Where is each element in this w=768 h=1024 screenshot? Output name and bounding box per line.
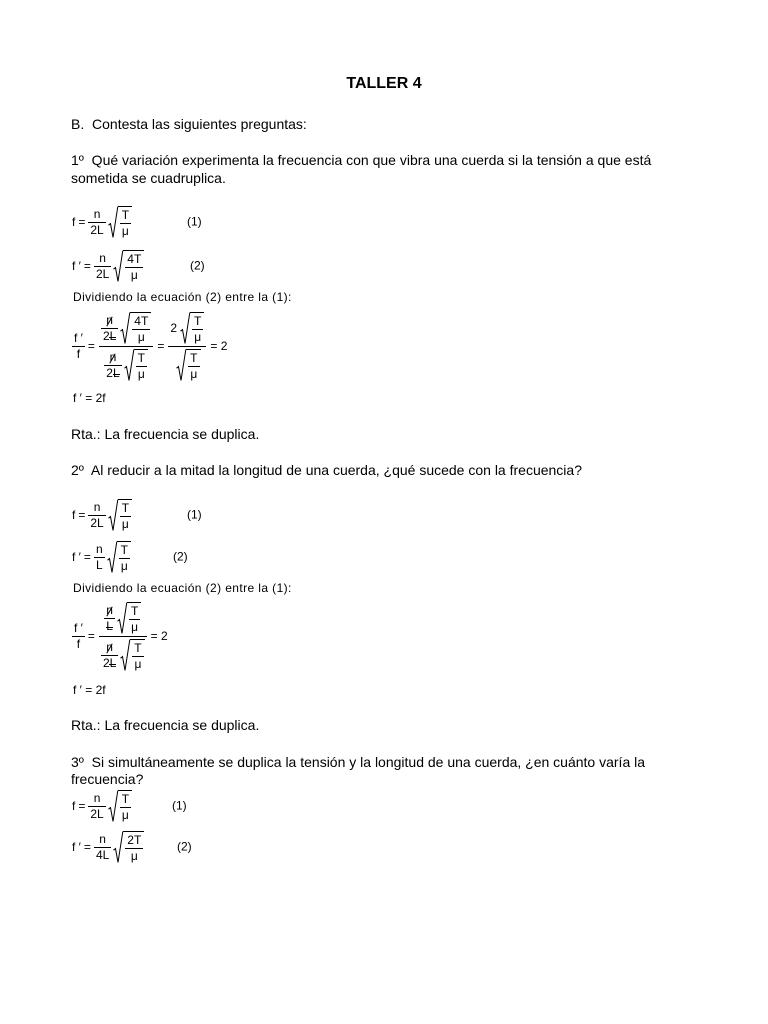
q2-result: f ′ = 2f — [73, 683, 106, 697]
cancelled-fraction — [104, 604, 115, 633]
equals-sign: = — [83, 549, 91, 564]
radicand-denominator: μ — [137, 330, 145, 344]
radical-sign — [107, 541, 117, 573]
radicand-fraction — [129, 605, 140, 634]
fraction — [94, 252, 111, 281]
q1-equation-2 — [72, 250, 205, 282]
square-root — [107, 541, 131, 573]
q3-text-line-2: frecuencia? — [71, 771, 144, 787]
denominator: 2L — [90, 806, 104, 821]
q1-divide-text: Dividiendo la ecuación (2) entre la (1): — [73, 290, 292, 304]
compound-fraction — [99, 312, 153, 381]
radicand-denominator: μ — [120, 559, 128, 573]
q2-text-line-1: 2º Al reducir a la mitad la longitud de una cuerda, ¿qué sucede con la frecuencia? — [71, 462, 582, 478]
radicand — [123, 250, 144, 282]
fraction — [94, 543, 105, 572]
equals-sign: = — [78, 798, 86, 813]
lhs-fraction — [72, 332, 85, 361]
radicand — [186, 349, 200, 381]
q3-equation-2 — [72, 831, 192, 863]
section-instruction: B. Contesta las siguientes preguntas: — [71, 116, 307, 132]
radicand-fraction — [136, 352, 147, 381]
radical-sign — [113, 831, 123, 863]
equation-number: (2) — [173, 549, 188, 564]
lhs-denominator: f — [76, 347, 81, 361]
radicand-denominator: μ — [130, 268, 138, 282]
square-root — [113, 831, 144, 863]
radicand-numerator: T — [121, 792, 130, 806]
radicand-denominator: μ — [194, 330, 202, 344]
numerator: n — [94, 833, 111, 848]
equals-sign: = — [83, 839, 91, 854]
equation-lhs: f ′ — [72, 258, 81, 273]
compound-denominator — [99, 637, 147, 671]
radicand-numerator: T — [137, 351, 145, 365]
denominator: 4L — [95, 847, 110, 862]
equation-lhs: f ′ — [72, 839, 81, 854]
equation-lhs: f ′ — [72, 549, 81, 564]
cancelled-denominator: 2L — [106, 365, 120, 380]
radicand — [130, 312, 151, 344]
q1-result: f ′ = 2f — [73, 391, 106, 405]
radicand-numerator: 4T — [127, 252, 142, 266]
cancelled-fraction — [101, 641, 118, 670]
q1-equation-1 — [72, 206, 202, 238]
q1-ratio-equation — [72, 312, 230, 381]
equals-sign: = — [87, 629, 95, 643]
fraction — [94, 833, 111, 862]
radicand-fraction — [188, 352, 199, 381]
q2-ratio-equation — [72, 602, 171, 671]
radical-sign — [120, 639, 130, 671]
equals-sign: = — [78, 507, 86, 522]
radical-sign — [124, 349, 134, 381]
lhs-numerator: f ′ — [74, 621, 83, 635]
radicand — [118, 499, 132, 531]
square-root — [176, 349, 200, 381]
cancelled-fraction — [101, 314, 118, 343]
final-value: = 2 — [210, 339, 228, 353]
radical-sign — [113, 250, 123, 282]
lhs-fraction — [72, 622, 85, 651]
q1-text-line-2: sometida se cuadruplica. — [71, 170, 226, 186]
radicand-denominator: μ — [130, 849, 138, 863]
radicand-fraction — [132, 642, 143, 671]
radicand-denominator: μ — [131, 620, 139, 634]
radicand-numerator: T — [130, 604, 139, 618]
q2-equation-1 — [72, 499, 202, 531]
radicand-numerator: 2T — [127, 833, 142, 847]
radicand-denominator: μ — [134, 657, 142, 671]
radical-sign — [120, 312, 130, 344]
radicand — [127, 602, 141, 634]
equation-number: (2) — [177, 839, 192, 854]
square-root — [124, 349, 148, 381]
equation-number: (1) — [187, 214, 202, 229]
compound-denominator — [99, 347, 153, 381]
fraction — [88, 208, 105, 237]
q2-divide-text: Dividiendo la ecuación (2) entre la (1): — [73, 581, 292, 595]
radicand-numerator: 4T — [134, 314, 149, 328]
radicand — [134, 349, 148, 381]
radicand-fraction — [120, 793, 131, 822]
square-root — [108, 790, 132, 822]
compound-numerator — [99, 312, 153, 347]
radicand-fraction — [120, 502, 131, 531]
equals-sign: = — [157, 339, 165, 353]
radicand-fraction — [119, 544, 130, 573]
radicand-denominator: μ — [190, 367, 198, 381]
simplified-denominator — [168, 347, 206, 381]
equation-lhs: f — [72, 214, 76, 229]
cancelled-denominator: 2L — [102, 655, 117, 670]
q1-text-line-1: 1º Qué variación experimenta la frecuencia con que vibra una cuerda si la tensión a que está — [71, 152, 652, 168]
equation-number: (2) — [190, 258, 205, 273]
numerator: n — [88, 501, 105, 516]
square-root — [180, 312, 204, 344]
denominator: L — [95, 557, 103, 572]
square-root — [108, 499, 132, 531]
radicand-numerator: T — [120, 543, 128, 557]
radicand-fraction — [125, 253, 143, 282]
numerator: n — [88, 208, 105, 223]
final-value: = 2 — [150, 629, 168, 643]
radical-sign — [108, 790, 118, 822]
radicand — [190, 312, 204, 344]
q1-answer: Rta.: La frecuencia se duplica. — [71, 426, 260, 442]
radicand-denominator: μ — [137, 367, 145, 381]
cancelled-numerator: n — [106, 602, 113, 617]
equation-number: (1) — [172, 798, 187, 813]
radicand-numerator: T — [190, 351, 198, 365]
equation-number: (1) — [187, 507, 202, 522]
simplified-fraction — [168, 312, 206, 381]
cancelled-fraction — [104, 351, 121, 380]
radicand-fraction — [192, 315, 203, 344]
lhs-denominator: f — [76, 637, 81, 651]
radical-sign — [176, 349, 186, 381]
cancelled-numerator: n — [101, 314, 118, 329]
square-root — [120, 639, 144, 671]
radicand-denominator: μ — [121, 517, 129, 531]
cancelled-numerator: n — [104, 351, 121, 366]
compound-fraction — [99, 602, 147, 671]
equation-lhs: f — [72, 798, 76, 813]
q3-text-line-1: 3º Si simultáneamente se duplica la tensión y la longitud de una cuerda, ¿en cuánto varía la — [71, 754, 646, 770]
radicand — [117, 541, 131, 573]
fraction — [88, 501, 105, 530]
radicand-denominator: μ — [121, 224, 129, 238]
cancelled-denominator: L — [106, 618, 113, 633]
radical-sign — [117, 602, 127, 634]
equation-lhs: f — [72, 507, 76, 522]
coefficient: 2 — [170, 320, 178, 335]
radicand — [118, 790, 132, 822]
square-root — [120, 312, 151, 344]
radicand-denominator: μ — [121, 808, 129, 822]
radical-sign — [108, 206, 118, 238]
q3-equation-1 — [72, 790, 187, 822]
equals-sign: = — [78, 214, 86, 229]
radicand — [130, 639, 144, 671]
radicand-numerator: T — [194, 314, 202, 328]
radicand-numerator: T — [121, 208, 130, 222]
fraction — [88, 792, 105, 821]
compound-numerator — [99, 602, 147, 637]
radical-sign — [180, 312, 190, 344]
q2-answer: Rta.: La frecuencia se duplica. — [71, 717, 260, 733]
radicand-numerator: T — [121, 501, 130, 515]
numerator: n — [94, 252, 111, 267]
radicand — [118, 206, 132, 238]
radicand-fraction — [125, 834, 143, 863]
cancelled-denominator: 2L — [102, 328, 117, 343]
radicand-fraction — [132, 315, 150, 344]
cancelled-numerator: n — [101, 641, 118, 656]
square-root — [113, 250, 144, 282]
square-root — [108, 206, 132, 238]
lhs-numerator: f ′ — [74, 331, 83, 345]
radicand-numerator: T — [134, 641, 142, 655]
numerator: n — [88, 792, 105, 807]
square-root — [117, 602, 141, 634]
simplified-numerator — [168, 312, 206, 347]
denominator: 2L — [90, 515, 104, 530]
denominator: 2L — [90, 222, 104, 237]
page-title: TALLER 4 — [346, 75, 422, 92]
radicand — [123, 831, 144, 863]
denominator: 2L — [95, 266, 110, 281]
equals-sign: = — [87, 339, 95, 353]
equals-sign: = — [83, 258, 91, 273]
numerator: n — [95, 541, 103, 556]
radicand-fraction — [120, 209, 131, 238]
q2-equation-2 — [72, 541, 188, 573]
radical-sign — [108, 499, 118, 531]
